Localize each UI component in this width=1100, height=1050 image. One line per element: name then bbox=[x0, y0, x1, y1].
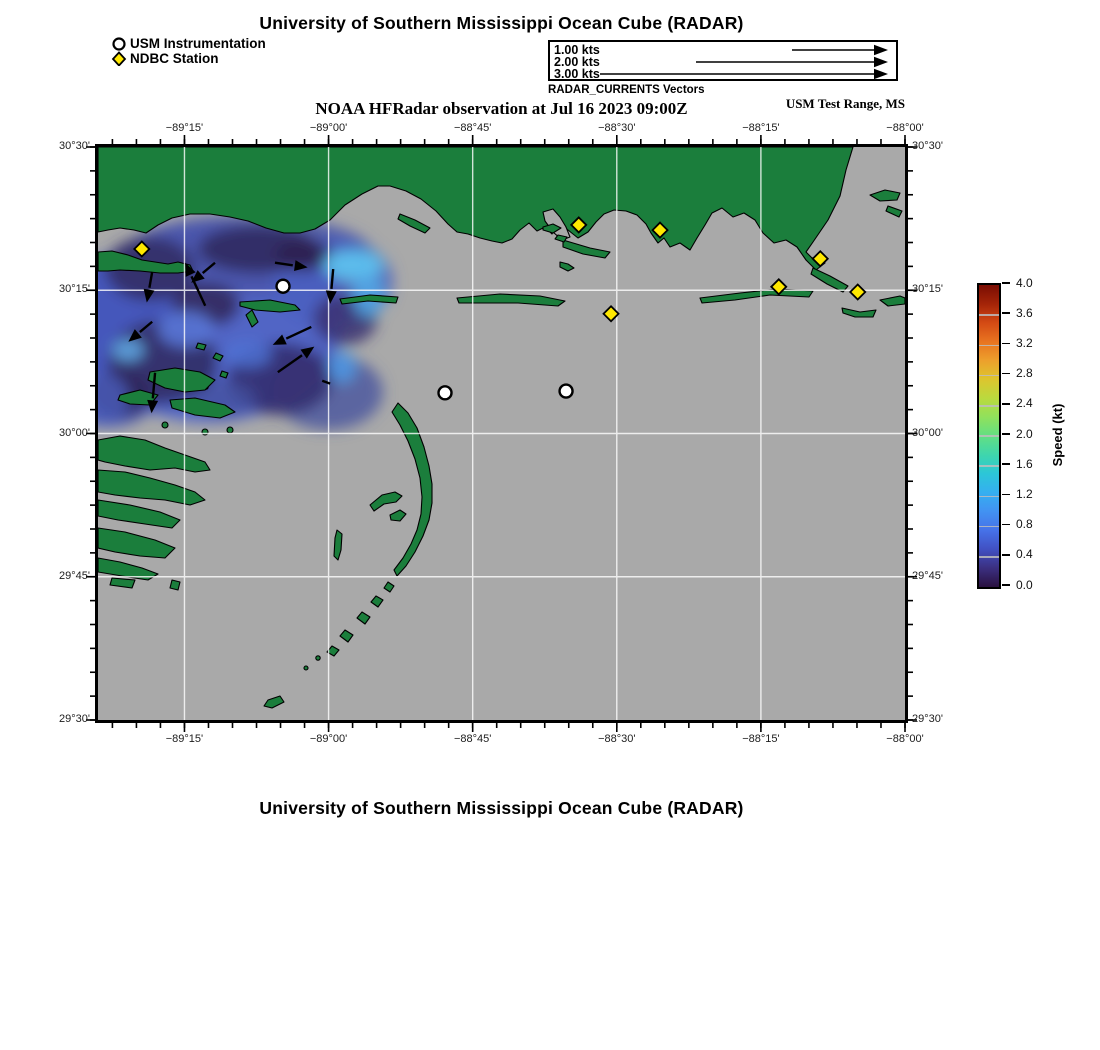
colorbar-tick-label: 2.0 bbox=[1016, 426, 1033, 441]
colorbar-tick-label: 1.6 bbox=[1016, 456, 1033, 471]
xtick-label-top: −88°00' bbox=[886, 122, 924, 134]
observation-subtitle: NOAA HFRadar observation at Jul 16 2023 09:00Z bbox=[315, 99, 688, 118]
colorbar-separator bbox=[979, 375, 999, 377]
xtick-label-top: −88°15' bbox=[742, 122, 780, 134]
map-area bbox=[98, 147, 905, 720]
ytick-label-left: 29°45' bbox=[59, 569, 90, 582]
chandeleur-dot-1 bbox=[316, 656, 320, 660]
xtick-label-bottom: −88°15' bbox=[742, 733, 780, 745]
colorbar-tick bbox=[1002, 312, 1010, 314]
ytick-label-left: 30°00' bbox=[59, 426, 90, 439]
colorbar-gradient bbox=[979, 285, 999, 587]
colorbar-tick-label: 0.8 bbox=[1016, 517, 1033, 532]
legend-row-usm bbox=[110, 36, 266, 51]
colorbar-tick bbox=[1002, 584, 1010, 586]
scale-label-1kt: 1.00 kts bbox=[554, 43, 600, 57]
colorbar-tick-label: 0.0 bbox=[1016, 577, 1033, 592]
marsh-islet-3 bbox=[220, 371, 228, 378]
colorbar-separator bbox=[979, 314, 999, 316]
speed-patch bbox=[328, 351, 356, 383]
colorbar-tick bbox=[1002, 494, 1010, 496]
vector-scale-caption: RADAR_CURRENTS Vectors bbox=[548, 84, 705, 96]
colorbar-tick-label: 4.0 bbox=[1016, 275, 1033, 290]
legend-row-ndbc bbox=[110, 51, 266, 66]
xtick-label-bottom: −89°15' bbox=[165, 733, 204, 745]
xtick-label-top: −89°15' bbox=[165, 122, 204, 134]
colorbar-tick-label: 2.8 bbox=[1016, 366, 1033, 381]
xtick-label-top: −88°45' bbox=[453, 122, 492, 134]
main-title: University of Southern Mississippi Ocean Cube (RADAR) bbox=[259, 13, 744, 33]
colorbar-tick bbox=[1002, 554, 1010, 556]
colorbar-tick bbox=[1002, 463, 1010, 465]
usm-instrumentation-marker bbox=[277, 280, 290, 293]
colorbar-separator bbox=[979, 526, 999, 528]
colorbar-tick bbox=[1002, 403, 1010, 405]
colorbar-title: Speed (kt) bbox=[1050, 403, 1065, 467]
ytick-label-right: 29°30' bbox=[912, 713, 943, 725]
speed-patch bbox=[112, 339, 144, 361]
xtick-label-bottom: −89°00' bbox=[309, 733, 348, 745]
map-legend bbox=[110, 36, 266, 66]
diamond-marker-icon bbox=[110, 51, 127, 66]
colorbar-tick-label: 2.4 bbox=[1016, 396, 1033, 411]
xtick-label-bottom: −88°00' bbox=[886, 733, 924, 745]
ytick-label-right: 29°45' bbox=[912, 569, 943, 582]
usm-instrumentation-marker bbox=[439, 386, 452, 399]
ytick-label-left: 30°30' bbox=[59, 140, 90, 152]
marsh-dot-4 bbox=[162, 422, 168, 428]
colorbar-tick-label: 0.4 bbox=[1016, 547, 1033, 562]
ytick-label-right: 30°00' bbox=[912, 426, 943, 439]
xtick-label-top: −89°00' bbox=[309, 122, 348, 134]
colorbar-tick bbox=[1002, 282, 1010, 284]
colorbar-tick bbox=[1002, 433, 1010, 435]
bottom-title: University of Southern Mississippi Ocean Cube (RADAR) bbox=[259, 798, 744, 818]
speed-patch bbox=[158, 311, 214, 347]
xtick-label-bottom: −88°45' bbox=[453, 733, 492, 745]
scale-arrows-icon bbox=[550, 42, 896, 79]
scale-label-3kt: 3.00 kts bbox=[554, 67, 600, 81]
vector-scale-box bbox=[548, 40, 898, 81]
marsh-dot-2 bbox=[227, 427, 233, 433]
ytick-label-left: 30°15' bbox=[59, 283, 90, 296]
region-label: USM Test Range, MS bbox=[785, 96, 905, 111]
colorbar-tick bbox=[1002, 524, 1010, 526]
chandeleur-dot-2 bbox=[304, 666, 308, 670]
circle-marker-icon bbox=[110, 36, 127, 51]
colorbar bbox=[977, 283, 1001, 589]
colorbar-tick bbox=[1002, 343, 1010, 345]
ytick-label-left: 29°30' bbox=[59, 713, 90, 725]
usm-instrumentation-marker bbox=[560, 385, 573, 398]
colorbar-tick-label: 1.2 bbox=[1016, 486, 1033, 501]
colorbar-tick-label: 3.2 bbox=[1016, 335, 1033, 350]
xtick-label-bottom: −88°30' bbox=[598, 733, 636, 745]
scale-label-2kt: 2.00 kts bbox=[554, 55, 600, 69]
colorbar-tick bbox=[1002, 373, 1010, 375]
colorbar-separator bbox=[979, 556, 999, 558]
colorbar-separator bbox=[979, 465, 999, 467]
colorbar-separator bbox=[979, 405, 999, 407]
colorbar-separator bbox=[979, 345, 999, 347]
marsh-bit-2 bbox=[170, 580, 180, 590]
ytick-label-right: 30°30' bbox=[912, 140, 943, 152]
legend-label-usm: USM Instrumentation bbox=[130, 36, 266, 51]
colorbar-separator bbox=[979, 435, 999, 437]
speed-patch bbox=[224, 340, 272, 368]
map-canvas bbox=[86, 135, 917, 732]
colorbar-tick-label: 3.6 bbox=[1016, 305, 1033, 320]
ytick-label-right: 30°15' bbox=[912, 283, 943, 296]
colorbar-separator bbox=[979, 496, 999, 498]
legend-label-ndbc: NDBC Station bbox=[130, 51, 219, 66]
xtick-label-top: −88°30' bbox=[598, 122, 636, 134]
